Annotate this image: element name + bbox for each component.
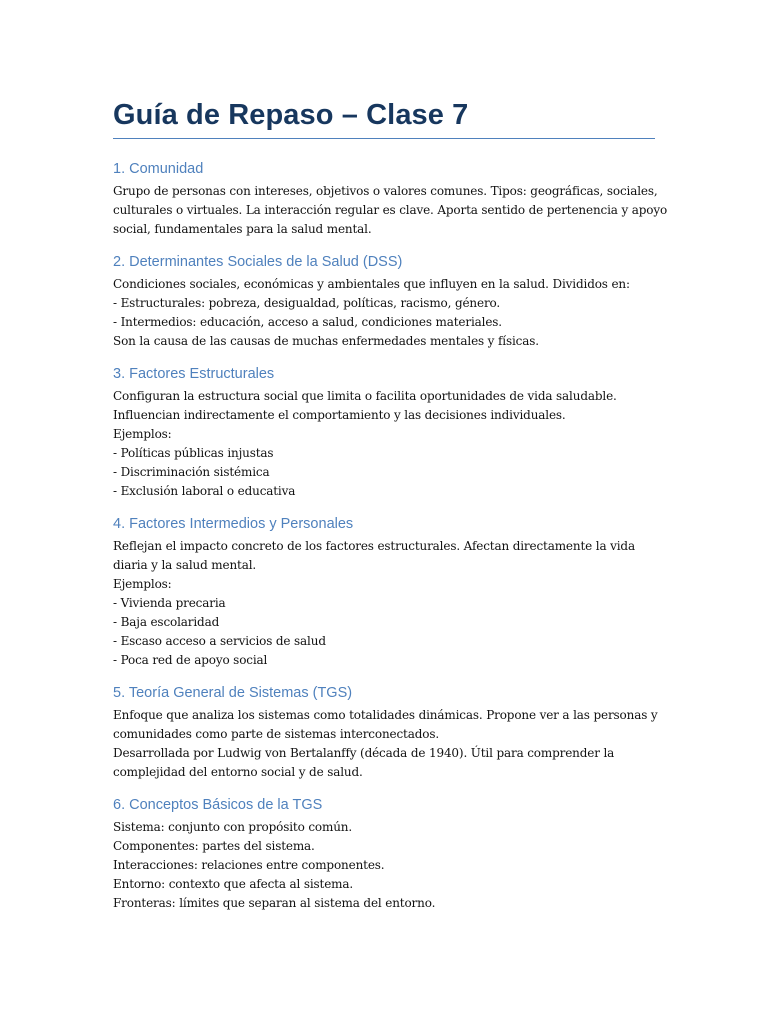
body-line: - Estructurales: pobreza, desigualdad, políticas, racismo, género. xyxy=(113,296,501,310)
section-body xyxy=(113,275,655,351)
section-heading: 4. Factores Intermedios y Personales xyxy=(113,516,354,532)
section-comunidad xyxy=(113,160,668,239)
body-line: - Exclusión laboral o educativa xyxy=(113,484,296,498)
document-page xyxy=(113,96,668,913)
body-line: - Poca red de apoyo social xyxy=(113,653,268,667)
section-factores-estructurales xyxy=(113,365,655,501)
body-line: Componentes: partes del sistema. xyxy=(113,839,315,853)
body-line: Fronteras: límites que separan al sistema del entorno. xyxy=(113,896,436,910)
body-line: - Escaso acceso a servicios de salud xyxy=(113,634,326,648)
body-line: diaria y la salud mental. xyxy=(113,558,257,572)
body-line: complejidad del entorno social y de salud. xyxy=(113,765,363,779)
section-body xyxy=(113,706,658,782)
body-line: Sistema: conjunto con propósito común. xyxy=(113,820,353,834)
body-line: social, fundamentales para la salud mental. xyxy=(113,222,372,236)
body-line: culturales o virtuales. La interacción regular es clave. Aporta sentido de pertenencia y apoyo xyxy=(113,203,668,217)
document-title: Guía de Repaso – Clase 7 xyxy=(113,96,655,139)
section-conceptos-basicos-tgs xyxy=(113,796,655,913)
section-teoria-general-sistemas xyxy=(113,684,658,782)
body-line: Entorno: contexto que afecta al sistema. xyxy=(113,877,354,891)
body-line: Interacciones: relaciones entre componentes. xyxy=(113,858,385,872)
section-heading: 3. Factores Estructurales xyxy=(113,366,275,382)
body-line: Son la causa de las causas de muchas enfermedades mentales y físicas. xyxy=(113,334,539,348)
section-body xyxy=(113,387,655,501)
section-heading: 6. Conceptos Básicos de la TGS xyxy=(113,797,323,813)
body-line: Ejemplos: xyxy=(113,427,172,441)
body-line: Enfoque que analiza los sistemas como totalidades dinámicas. Propone ver a las personas y xyxy=(113,708,658,722)
section-body xyxy=(113,182,668,239)
body-line: - Baja escolaridad xyxy=(113,615,220,629)
section-body xyxy=(113,818,655,913)
section-factores-intermedios xyxy=(113,515,655,670)
body-line: Desarrollada por Ludwig von Bertalanffy (década de 1940). Útil para comprender la xyxy=(113,746,615,760)
body-line: Configuran la estructura social que limita o facilita oportunidades de vida saludable. xyxy=(113,389,617,403)
body-line: - Intermedios: educación, acceso a salud, condiciones materiales. xyxy=(113,315,502,329)
section-determinantes-sociales xyxy=(113,253,655,351)
body-line: Condiciones sociales, económicas y ambientales que influyen en la salud. Divididos en: xyxy=(113,277,630,291)
body-line: Grupo de personas con intereses, objetivos o valores comunes. Tipos: geográficas, sociales, xyxy=(113,184,658,198)
body-line: Influencian indirectamente el comportamiento y las decisiones individuales. xyxy=(113,408,566,422)
body-line: - Discriminación sistémica xyxy=(113,465,270,479)
body-line: Reflejan el impacto concreto de los factores estructurales. Afectan directamente la vida xyxy=(113,539,635,553)
section-heading: 1. Comunidad xyxy=(113,161,204,177)
section-heading: 2. Determinantes Sociales de la Salud (DSS) xyxy=(113,254,403,270)
body-line: Ejemplos: xyxy=(113,577,172,591)
body-line: comunidades como parte de sistemas interconectados. xyxy=(113,727,439,741)
section-body xyxy=(113,537,655,670)
body-line: - Vivienda precaria xyxy=(113,596,226,610)
section-heading: 5. Teoría General de Sistemas (TGS) xyxy=(113,685,353,701)
body-line: - Políticas públicas injustas xyxy=(113,446,274,460)
